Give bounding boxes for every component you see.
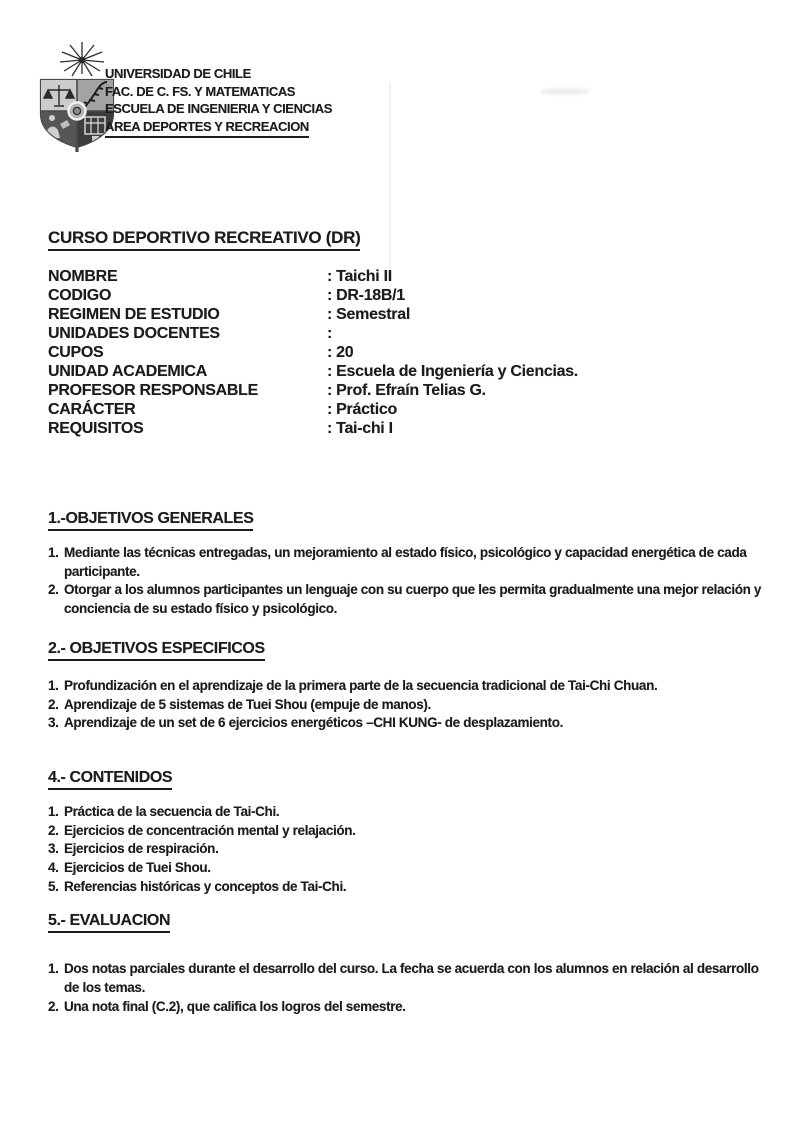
item-number: 2. [48,998,59,1014]
list-item [48,544,793,581]
item-text: Aprendizaje de 5 sistemas de Tuei Shou (empuje de manos). [64,696,431,712]
info-row [48,324,793,343]
item-text: Otorgar a los alumnos participantes un lenguaje con su cuerpo que les permita gradualmente una mejor relación y conciencia de su estado físico y psicológico. [64,582,762,617]
numbered-list [48,677,793,733]
info-row [48,400,793,419]
item-text: Profundización en el aprendizaje de la primera parte de la secuencia tradicional de Tai-Chi Chuan. [64,677,658,693]
numbered-list [48,803,793,897]
info-value: : [327,325,333,342]
info-label: REQUISITOS [48,420,144,437]
item-number: 1. [48,545,59,560]
info-value: : 20 [327,344,354,361]
section-heading: 1.-OBJETIVOS GENERALES [48,510,253,531]
numbered-list [48,960,793,1016]
item-number: 2. [48,822,59,838]
info-value: : Tai-chi I [327,420,393,437]
letterhead-line: ESCUELA DE INGENIERIA Y CIENCIAS [105,101,333,116]
list-item [48,822,793,841]
info-value: : Taichi II [327,268,392,285]
letterhead [105,65,332,138]
section-evaluacion [48,912,793,1016]
info-label: UNIDADES DOCENTES [48,325,220,342]
info-row [48,419,793,438]
letterhead-line-underlined: AREA DEPORTES Y RECREACION [105,118,309,139]
item-text: Mediante las técnicas entregadas, un mejoramiento al estado físico, psicológico y capacidad energética de cada participante. [64,545,747,579]
info-label: CUPOS [48,344,104,361]
section-contenidos [48,769,793,897]
info-value: : Prof. Efraín Telias G. [327,382,486,399]
info-label: CARÁCTER [48,401,136,418]
section-heading: 4.- CONTENIDOS [48,769,172,790]
section-heading: 5.- EVALUACION [48,912,170,933]
info-label: NOMBRE [48,268,118,285]
item-text: Aprendizaje de un set de 6 ejercicios energéticos –CHI KUNG- de desplazamiento. [64,715,564,731]
section-objetivos-especificos [48,640,793,733]
list-item [48,803,793,822]
item-number: 2. [48,696,59,712]
list-item [48,696,793,715]
list-item [48,998,793,1017]
item-text: Ejercicios de Tuei Shou. [64,860,211,876]
item-text: Referencias históricas y conceptos de Tai-Chi. [64,878,347,894]
info-value: : Escuela de Ingeniería y Ciencias. [327,363,578,380]
info-row [48,381,793,400]
numbered-list [48,544,793,619]
info-value: : Práctico [327,401,397,418]
scan-artifact-smudge [540,88,590,95]
section-objetivos-generales [48,510,793,619]
info-value: : DR-18B/1 [327,287,405,304]
info-row [48,362,793,381]
info-row [48,267,793,286]
info-row [48,343,793,362]
section-heading: 2.- OBJETIVOS ESPECIFICOS [48,640,265,661]
info-label: UNIDAD ACADEMICA [48,363,208,380]
item-number: 1. [48,677,59,693]
item-text: Práctica de la secuencia de Tai-Chi. [64,803,280,819]
list-item [48,859,793,878]
info-value: : Semestral [327,306,410,323]
info-row [48,286,793,305]
item-number: 5. [48,878,59,894]
list-item [48,714,793,733]
info-label: CODIGO [48,287,112,304]
item-number: 1. [48,961,59,977]
item-text: Ejercicios de concentración mental y relajación. [64,822,356,838]
item-text: Ejercicios de respiración. [64,841,219,857]
document-body [48,228,793,1017]
list-item [48,677,793,696]
course-info-table [48,267,793,438]
item-number: 4. [48,860,59,876]
list-item [48,581,793,618]
info-label: PROFESOR RESPONSABLE [48,382,259,399]
list-item [48,878,793,897]
letterhead-line: UNIVERSIDAD DE CHILE [105,66,251,81]
info-row [48,305,793,324]
item-number: 3. [48,841,59,857]
list-item [48,960,793,997]
letterhead-line: FAC. DE C. FS. Y MATEMATICAS [105,83,296,99]
list-item [48,840,793,859]
item-text: Dos notas parciales durante el desarrollo del curso. La fecha se acuerda con los alumnos en relación al desarrollo de los temas. [64,961,759,996]
item-number: 3. [48,715,59,731]
item-number: 2. [48,582,59,598]
item-text: Una nota final (C.2), que califica los logros del semestre. [64,998,406,1014]
info-label: REGIMEN DE ESTUDIO [48,306,220,323]
document-title: CURSO DEPORTIVO RECREATIVO (DR) [48,228,360,251]
item-number: 1. [48,803,59,819]
